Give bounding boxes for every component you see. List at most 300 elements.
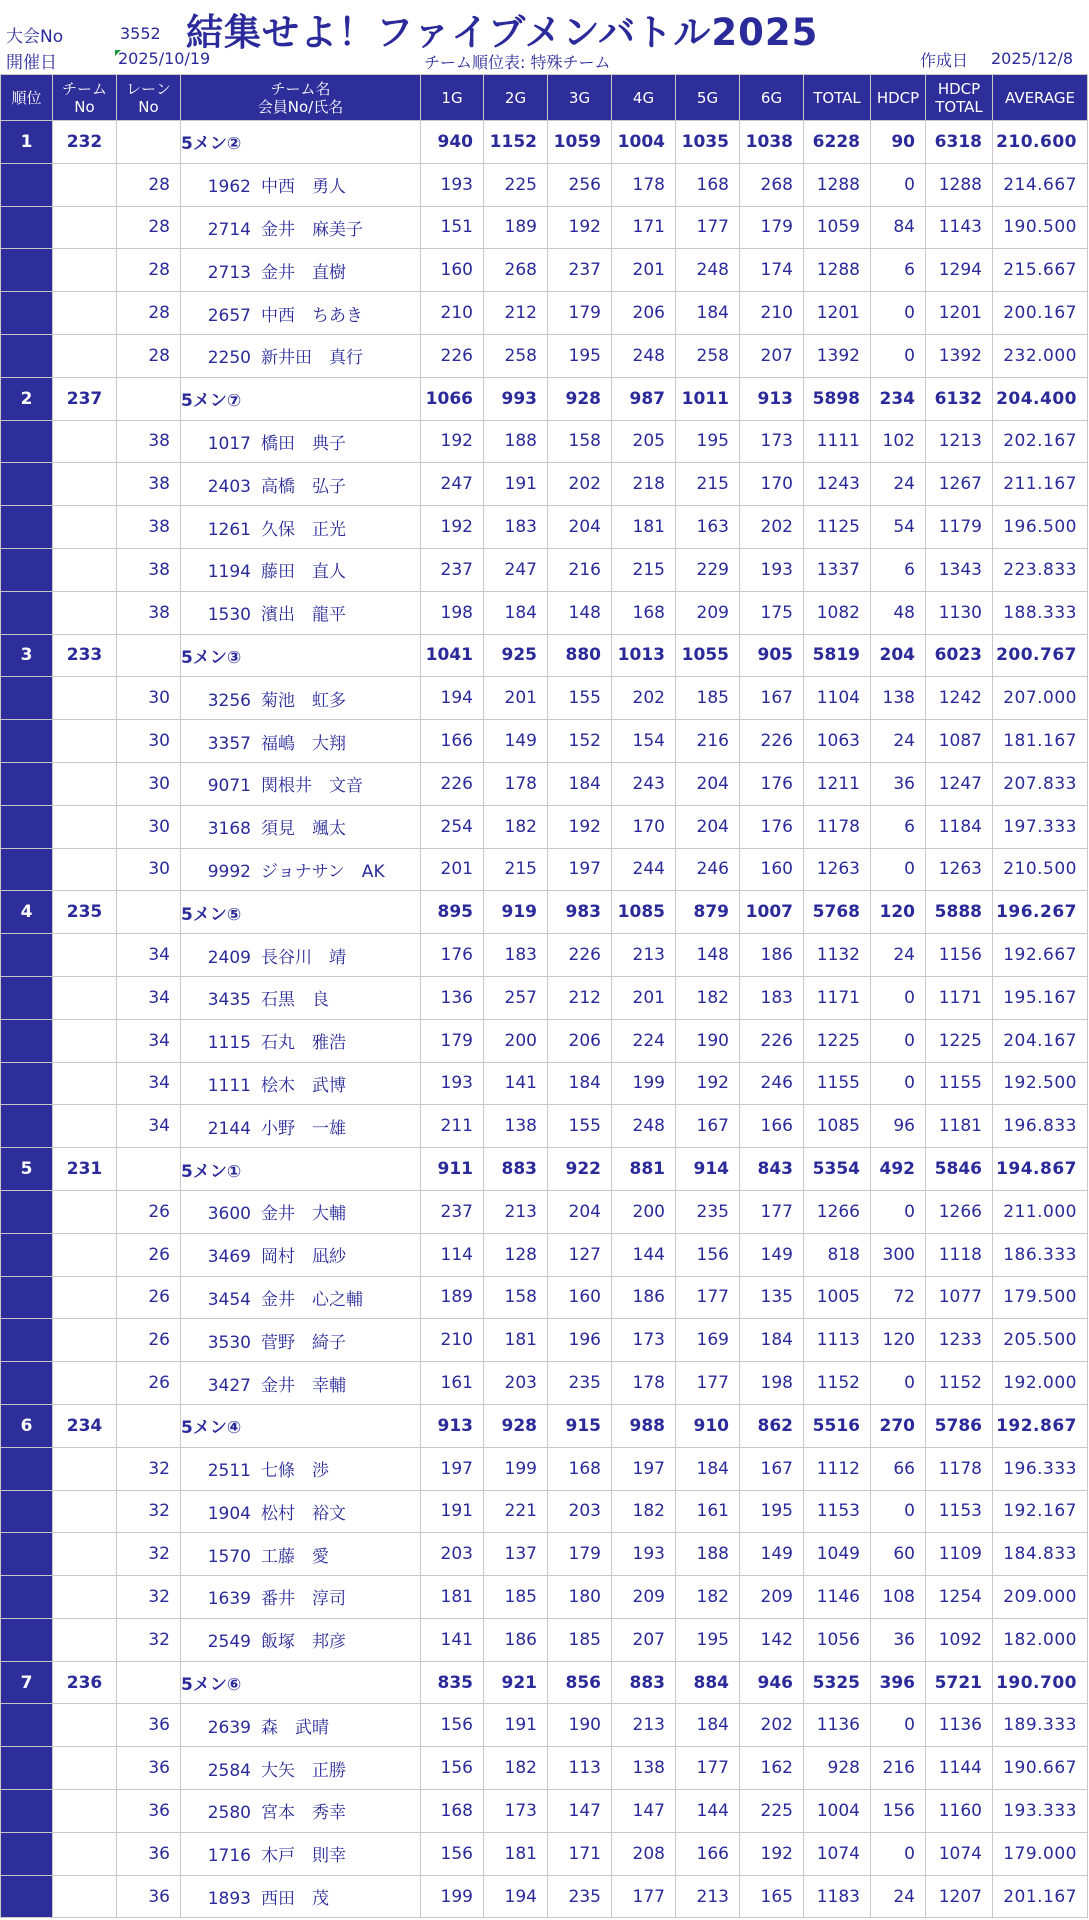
game-2-cell: 215 (484, 848, 548, 891)
team-no-cell (53, 1618, 117, 1661)
member-row (1, 1190, 1088, 1233)
total-cell: 1178 (804, 805, 871, 848)
total-cell: 1243 (804, 463, 871, 506)
game-6-cell: 173 (740, 420, 804, 463)
game-2-cell: 203 (484, 1362, 548, 1405)
col-hdcp-total: HDCP TOTAL (926, 75, 993, 121)
member-cell (181, 1618, 421, 1661)
team-no-cell (53, 934, 117, 977)
average-cell: 215.667 (993, 249, 1088, 292)
rank-cell (1, 1790, 53, 1833)
team-no-cell: 233 (53, 634, 117, 677)
rank-cell (1, 249, 53, 292)
game-5-cell: 163 (676, 506, 740, 549)
game-5-cell: 258 (676, 334, 740, 377)
team-no-cell (53, 677, 117, 720)
member-name: 橋田 典子 (261, 433, 346, 454)
lane-cell: 30 (117, 720, 181, 763)
team-no-cell (53, 1490, 117, 1533)
average-cell: 205.500 (993, 1319, 1088, 1362)
member-no: 1115 (207, 1033, 251, 1054)
member-cell (181, 163, 421, 206)
member-name: 須見 颯太 (261, 819, 346, 840)
lane-cell: 28 (117, 249, 181, 292)
hdcp-total-cell: 1179 (926, 506, 993, 549)
game-2-cell: 212 (484, 292, 548, 335)
hdcp-total-cell: 1143 (926, 206, 993, 249)
hdcp-cell: 72 (871, 1276, 926, 1319)
member-row (1, 762, 1088, 805)
team-no-cell (53, 1790, 117, 1833)
member-row (1, 1618, 1088, 1661)
game-1-cell: 203 (421, 1533, 484, 1576)
rank-cell (1, 548, 53, 591)
game-6-cell: 192 (740, 1832, 804, 1875)
game-4-cell: 197 (612, 1447, 676, 1490)
game-1-cell: 197 (421, 1447, 484, 1490)
average-cell: 195.167 (993, 976, 1088, 1019)
game-4-cell: 186 (612, 1276, 676, 1319)
average-cell: 193.333 (993, 1790, 1088, 1833)
game-5-cell: 213 (676, 1875, 740, 1918)
total-cell: 1266 (804, 1190, 871, 1233)
event-title: 結集せよ！ファイブメンバトル2025 (186, 11, 819, 54)
game-2-cell: 181 (484, 1832, 548, 1875)
member-row (1, 1447, 1088, 1490)
member-name: 菅野 綺子 (261, 1332, 346, 1353)
game-1-cell: 254 (421, 805, 484, 848)
average-cell: 196.333 (993, 1447, 1088, 1490)
member-no: 3435 (207, 990, 251, 1011)
game-2-cell: 183 (484, 506, 548, 549)
lane-cell: 30 (117, 677, 181, 720)
average-cell: 184.833 (993, 1533, 1088, 1576)
member-row (1, 1019, 1088, 1062)
member-no: 1893 (207, 1889, 251, 1910)
game-2-cell: 247 (484, 548, 548, 591)
game-3-cell: 160 (548, 1276, 612, 1319)
game-5-cell: 209 (676, 591, 740, 634)
game-6-cell: 175 (740, 591, 804, 634)
member-no: 2409 (207, 947, 251, 968)
game-4-cell: 177 (612, 1875, 676, 1918)
game-2-cell: 221 (484, 1490, 548, 1533)
member-cell (181, 292, 421, 335)
game-5-cell: 167 (676, 1105, 740, 1148)
rank-cell (1, 1105, 53, 1148)
table-title: チーム順位表: 特殊チーム (424, 53, 611, 72)
rank-cell (1, 1704, 53, 1747)
game-4-cell: 218 (612, 463, 676, 506)
hdcp-total-cell: 1077 (926, 1276, 993, 1319)
game-4-cell: 248 (612, 1105, 676, 1148)
member-cell (181, 506, 421, 549)
game-2-cell: 993 (484, 377, 548, 420)
team-no-cell (53, 1276, 117, 1319)
team-no-cell (53, 1362, 117, 1405)
game-1-cell: 210 (421, 292, 484, 335)
game-3-cell: 202 (548, 463, 612, 506)
game-3-cell: 235 (548, 1362, 612, 1405)
game-4-cell: 987 (612, 377, 676, 420)
hdcp-cell: 24 (871, 463, 926, 506)
hdcp-total-cell: 1153 (926, 1490, 993, 1533)
game-1-cell: 176 (421, 934, 484, 977)
lane-cell: 30 (117, 848, 181, 891)
lane-cell: 26 (117, 1276, 181, 1319)
hdcp-cell: 234 (871, 377, 926, 420)
average-cell: 192.667 (993, 934, 1088, 977)
col-g5: 5G (676, 75, 740, 121)
team-no-cell (53, 1447, 117, 1490)
game-6-cell: 162 (740, 1747, 804, 1790)
rank-cell (1, 1747, 53, 1790)
member-row (1, 1276, 1088, 1319)
game-4-cell: 178 (612, 1362, 676, 1405)
average-cell: 214.667 (993, 163, 1088, 206)
member-row (1, 163, 1088, 206)
event-date: 2025/10/19 (118, 49, 211, 68)
total-cell: 1152 (804, 1362, 871, 1405)
member-row (1, 1576, 1088, 1619)
total-cell: 1153 (804, 1490, 871, 1533)
game-6-cell: 210 (740, 292, 804, 335)
game-5-cell: 216 (676, 720, 740, 763)
team-row (1, 1148, 1088, 1191)
hdcp-total-cell: 1109 (926, 1533, 993, 1576)
game-6-cell: 135 (740, 1276, 804, 1319)
game-3-cell: 856 (548, 1661, 612, 1704)
total-cell: 1155 (804, 1062, 871, 1105)
created-label: 作成日 (920, 51, 969, 70)
total-cell: 1201 (804, 292, 871, 335)
game-1-cell: 192 (421, 420, 484, 463)
member-name: 金井 麻美子 (261, 219, 363, 240)
member-row (1, 934, 1088, 977)
team-no-cell (53, 420, 117, 463)
total-cell: 1005 (804, 1276, 871, 1319)
member-no: 3357 (207, 733, 251, 754)
game-6-cell: 207 (740, 334, 804, 377)
game-4-cell: 988 (612, 1404, 676, 1447)
rank-cell (1, 1618, 53, 1661)
game-4-cell: 248 (612, 334, 676, 377)
member-row (1, 677, 1088, 720)
member-cell (181, 249, 421, 292)
game-2-cell: 928 (484, 1404, 548, 1447)
member-name: 工藤 愛 (261, 1546, 329, 1567)
game-1-cell: 166 (421, 720, 484, 763)
lane-cell: 26 (117, 1319, 181, 1362)
average-cell: 197.333 (993, 805, 1088, 848)
member-cell (181, 1704, 421, 1747)
game-4-cell: 181 (612, 506, 676, 549)
game-4-cell: 201 (612, 976, 676, 1019)
member-no: 2549 (207, 1632, 251, 1653)
hdcp-total-cell: 1152 (926, 1362, 993, 1405)
game-3-cell: 152 (548, 720, 612, 763)
member-name: 久保 正光 (261, 519, 346, 540)
lane-cell: 32 (117, 1576, 181, 1619)
average-cell: 179.000 (993, 1832, 1088, 1875)
average-cell: 190.500 (993, 206, 1088, 249)
member-name: 大矢 正勝 (261, 1760, 346, 1781)
hdcp-cell: 36 (871, 1618, 926, 1661)
lane-cell: 30 (117, 762, 181, 805)
hdcp-cell: 0 (871, 976, 926, 1019)
member-no: 3469 (207, 1247, 251, 1268)
team-row (1, 1404, 1088, 1447)
lane-cell: 28 (117, 292, 181, 335)
game-2-cell: 1152 (484, 121, 548, 164)
total-cell: 928 (804, 1747, 871, 1790)
game-1-cell: 1041 (421, 634, 484, 677)
rank-cell (1, 848, 53, 891)
game-4-cell: 207 (612, 1618, 676, 1661)
game-1-cell: 895 (421, 891, 484, 934)
member-cell (181, 1533, 421, 1576)
rank-cell (1, 1233, 53, 1276)
average-cell: 192.867 (993, 1404, 1088, 1447)
game-5-cell: 188 (676, 1533, 740, 1576)
game-1-cell: 210 (421, 1319, 484, 1362)
team-no-cell (53, 548, 117, 591)
game-6-cell: 862 (740, 1404, 804, 1447)
game-3-cell: 1059 (548, 121, 612, 164)
game-3-cell: 184 (548, 1062, 612, 1105)
lane-cell: 36 (117, 1790, 181, 1833)
hdcp-cell: 24 (871, 720, 926, 763)
game-2-cell: 199 (484, 1447, 548, 1490)
member-name: 小野 一雄 (261, 1118, 346, 1139)
game-5-cell: 1011 (676, 377, 740, 420)
game-5-cell: 182 (676, 1576, 740, 1619)
event-no-label: 大会No (6, 27, 64, 47)
rank-cell (1, 934, 53, 977)
member-name: 宮本 秀幸 (261, 1803, 346, 1824)
game-5-cell: 190 (676, 1019, 740, 1062)
average-cell: 211.167 (993, 463, 1088, 506)
lane-cell: 32 (117, 1447, 181, 1490)
game-1-cell: 193 (421, 1062, 484, 1105)
average-cell: 204.400 (993, 377, 1088, 420)
game-6-cell: 202 (740, 506, 804, 549)
game-4-cell: 182 (612, 1490, 676, 1533)
game-1-cell: 156 (421, 1704, 484, 1747)
lane-cell: 32 (117, 1490, 181, 1533)
team-row (1, 634, 1088, 677)
game-1-cell: 191 (421, 1490, 484, 1533)
member-name: 番井 淳司 (261, 1589, 346, 1610)
member-cell (181, 1790, 421, 1833)
member-cell (181, 762, 421, 805)
lane-cell (117, 377, 181, 420)
member-name: 長谷川 靖 (261, 947, 346, 968)
game-1-cell: 189 (421, 1276, 484, 1319)
team-row (1, 891, 1088, 934)
hdcp-cell: 300 (871, 1233, 926, 1276)
game-1-cell: 226 (421, 762, 484, 805)
average-cell: 190.667 (993, 1747, 1088, 1790)
game-3-cell: 155 (548, 1105, 612, 1148)
member-cell (181, 591, 421, 634)
member-name: 松村 裕文 (261, 1503, 346, 1524)
average-cell: 196.833 (993, 1105, 1088, 1148)
game-5-cell: 169 (676, 1319, 740, 1362)
game-2-cell: 200 (484, 1019, 548, 1062)
member-name: 飯塚 邦彦 (261, 1632, 346, 1653)
member-no: 2580 (207, 1803, 251, 1824)
game-6-cell: 167 (740, 677, 804, 720)
average-cell: 194.867 (993, 1148, 1088, 1191)
game-2-cell: 925 (484, 634, 548, 677)
total-cell: 1225 (804, 1019, 871, 1062)
member-cell (181, 1276, 421, 1319)
hdcp-total-cell: 1288 (926, 163, 993, 206)
game-2-cell: 186 (484, 1618, 548, 1661)
game-3-cell: 184 (548, 762, 612, 805)
lane-cell: 36 (117, 1747, 181, 1790)
hdcp-total-cell: 1294 (926, 249, 993, 292)
game-5-cell: 177 (676, 206, 740, 249)
team-name-cell: 5メン① (181, 1148, 421, 1191)
game-6-cell: 905 (740, 634, 804, 677)
game-3-cell: 922 (548, 1148, 612, 1191)
col-lane-no: レーン No (117, 75, 181, 121)
member-no: 1111 (207, 1075, 251, 1096)
hdcp-total-cell: 1156 (926, 934, 993, 977)
team-no-cell (53, 463, 117, 506)
game-4-cell: 208 (612, 1832, 676, 1875)
total-cell: 1112 (804, 1447, 871, 1490)
game-2-cell: 268 (484, 249, 548, 292)
game-1-cell: 193 (421, 163, 484, 206)
game-3-cell: 880 (548, 634, 612, 677)
game-3-cell: 212 (548, 976, 612, 1019)
team-no-cell (53, 1832, 117, 1875)
member-cell (181, 1447, 421, 1490)
game-1-cell: 179 (421, 1019, 484, 1062)
game-5-cell: 192 (676, 1062, 740, 1105)
team-no-cell (53, 976, 117, 1019)
game-4-cell: 154 (612, 720, 676, 763)
member-name: 桧木 武博 (261, 1075, 346, 1096)
game-4-cell: 213 (612, 1704, 676, 1747)
member-no: 1530 (207, 605, 251, 626)
member-row (1, 420, 1088, 463)
member-cell (181, 548, 421, 591)
total-cell: 1132 (804, 934, 871, 977)
game-1-cell: 198 (421, 591, 484, 634)
average-cell: 192.500 (993, 1062, 1088, 1105)
total-cell: 5898 (804, 377, 871, 420)
hdcp-cell: 0 (871, 1062, 926, 1105)
lane-cell: 34 (117, 1019, 181, 1062)
game-1-cell: 156 (421, 1747, 484, 1790)
total-cell: 818 (804, 1233, 871, 1276)
rank-cell (1, 1019, 53, 1062)
total-cell: 5354 (804, 1148, 871, 1191)
hdcp-total-cell: 1392 (926, 334, 993, 377)
member-name: 森 武晴 (261, 1717, 329, 1738)
member-row (1, 206, 1088, 249)
game-4-cell: 205 (612, 420, 676, 463)
total-cell: 5768 (804, 891, 871, 934)
col-g1: 1G (421, 75, 484, 121)
game-3-cell: 226 (548, 934, 612, 977)
game-1-cell: 161 (421, 1362, 484, 1405)
game-5-cell: 185 (676, 677, 740, 720)
total-cell: 1337 (804, 548, 871, 591)
col-g4: 4G (612, 75, 676, 121)
hdcp-cell: 0 (871, 848, 926, 891)
average-cell: 196.500 (993, 506, 1088, 549)
col-total: TOTAL (804, 75, 871, 121)
member-cell (181, 1490, 421, 1533)
team-no-cell (53, 1576, 117, 1619)
member-row (1, 249, 1088, 292)
member-cell (181, 677, 421, 720)
game-6-cell: 149 (740, 1233, 804, 1276)
member-name: 西田 茂 (261, 1889, 329, 1910)
hdcp-total-cell: 1225 (926, 1019, 993, 1062)
member-name: 中西 ちあき (261, 305, 363, 326)
hdcp-cell: 396 (871, 1661, 926, 1704)
game-2-cell: 173 (484, 1790, 548, 1833)
hdcp-total-cell: 1130 (926, 591, 993, 634)
member-cell (181, 1747, 421, 1790)
game-3-cell: 915 (548, 1404, 612, 1447)
member-cell (181, 420, 421, 463)
average-cell: 200.167 (993, 292, 1088, 335)
game-6-cell: 174 (740, 249, 804, 292)
team-no-cell (53, 1533, 117, 1576)
game-3-cell: 190 (548, 1704, 612, 1747)
hdcp-total-cell: 1171 (926, 976, 993, 1019)
lane-cell (117, 891, 181, 934)
game-2-cell: 158 (484, 1276, 548, 1319)
game-3-cell: 192 (548, 206, 612, 249)
member-cell (181, 1362, 421, 1405)
game-4-cell: 883 (612, 1661, 676, 1704)
member-no: 3600 (207, 1204, 251, 1225)
team-no-cell (53, 334, 117, 377)
game-5-cell: 235 (676, 1190, 740, 1233)
lane-cell: 26 (117, 1233, 181, 1276)
average-cell: 192.167 (993, 1490, 1088, 1533)
team-no-cell: 237 (53, 377, 117, 420)
average-cell: 204.167 (993, 1019, 1088, 1062)
average-cell: 210.500 (993, 848, 1088, 891)
member-cell (181, 1019, 421, 1062)
member-name: 福嶋 大翔 (261, 733, 346, 754)
game-6-cell: 225 (740, 1790, 804, 1833)
hdcp-total-cell: 1087 (926, 720, 993, 763)
member-cell (181, 1062, 421, 1105)
game-4-cell: 201 (612, 249, 676, 292)
member-no: 9992 (207, 861, 251, 882)
date-label: 開催日 (6, 53, 57, 73)
game-3-cell: 148 (548, 591, 612, 634)
hdcp-cell: 0 (871, 1490, 926, 1533)
member-name: 菊池 虹多 (261, 690, 346, 711)
lane-cell: 36 (117, 1704, 181, 1747)
game-2-cell: 149 (484, 720, 548, 763)
hdcp-total-cell: 1118 (926, 1233, 993, 1276)
game-6-cell: 268 (740, 163, 804, 206)
game-4-cell: 173 (612, 1319, 676, 1362)
member-no: 2657 (207, 305, 251, 326)
